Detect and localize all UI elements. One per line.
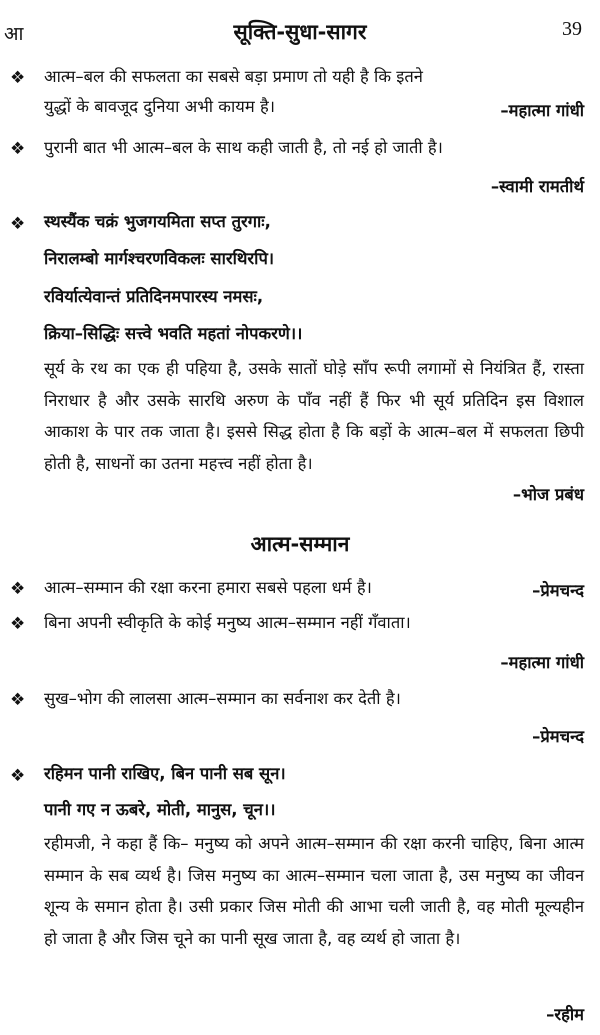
bullet-icon: ❖ xyxy=(10,766,26,786)
verse-3-line-4: क्रिया–सिद्धिः सत्त्वे भवति महतां नोपकरणे।। xyxy=(44,324,303,343)
quote-1-line-1: आत्म–बल की सफलता का सबसे बड़ा प्रमाण तो यही है कि इतने xyxy=(44,67,423,86)
bullet-icon: ❖ xyxy=(10,579,26,599)
book-title: सूक्ति-सुधा-सागर xyxy=(233,20,367,44)
doha-explanation: रहीमजी, ने कहा हैं कि– मनुष्य को अपने आत्म–सम्मान की रक्षा करनी चाहिए, बिना आत्म सम्मान के सब व्यर्थ है। जिस मनुष्य का आत्म–सम्मान चला जाता है, उस मनुष्य का जीवन शून्य के समान होता है। उसी प्रकार जिस मोती की आभा चली जाती है, वह मोती मूल्यहीन हो जाता है और जिस चूने का पानी सूख जाता है, वह व्यर्थ हो जाता है। xyxy=(44,834,584,948)
bullet-icon: ❖ xyxy=(10,139,26,159)
quote-6-line-1: सुख–भोग की लालसा आत्म–सम्मान का सर्वनाश कर देती है। xyxy=(44,689,401,708)
bullet-icon: ❖ xyxy=(10,690,26,710)
header-left-mark: आ xyxy=(4,23,24,45)
bullet-icon: ❖ xyxy=(10,68,26,88)
quote-7-author: –रहीम xyxy=(546,1005,584,1024)
quote-4-line-1: आत्म–सम्मान की रक्षा करना हमारा सबसे पहला धर्म है। xyxy=(44,578,372,597)
verse-3-line-3: रविर्यात्येवान्तं प्रतिदिनमपारस्य नमसः, xyxy=(44,287,264,306)
verse-3-line-1: स्थस्यैंक चक्रं भुजगयमिता सप्त तुरगाः, xyxy=(44,212,271,231)
quote-5-author: –महात्मा गांधी xyxy=(500,653,584,672)
bullet-icon: ❖ xyxy=(10,214,26,234)
bullet-icon: ❖ xyxy=(10,614,26,634)
quote-6-author: –प्रेमचन्द xyxy=(532,727,584,746)
verse-3-line-2: निरालम्बो मार्गश्चरणविकलः सारथिरपि। xyxy=(44,249,275,268)
quote-3-author: –भोज प्रबंध xyxy=(503,482,584,505)
verse-3-explanation: सूर्य के रथ का एक ही पहिया है, उसके सातों घोड़े साँप रूपी लगामों से नियंत्रित हैं, रास्ता निराधार है और उसके सारथि अरुण के पाँव नहीं हैं फिर भी सूर्य प्रतिदिन इस विशाल आकाश के पार तक जाता है। इससे सिद्ध होता है कि बड़ों के आत्म–बल में सफलता छिपी होती है, साधनों का उतना महत्त्व नहीं होता है। xyxy=(44,359,584,473)
quote-2-line-1: पुरानी बात भी आत्म–बल के साथ कही जाती है, तो नई हो जाती है। xyxy=(44,138,443,157)
quote-5-line-1: बिना अपनी स्वीकृति के कोई मनुष्य आत्म–सम्मान नहीं गँवाता। xyxy=(44,613,411,632)
quote-2-author: –स्वामी रामतीर्थ xyxy=(490,177,584,196)
page-number: 39 xyxy=(562,18,582,40)
quote-1-line-2: युद्धों के बावजूद दुनिया अभी कायम है। xyxy=(44,97,275,116)
page-header xyxy=(0,14,600,50)
quote-1-author: –महात्मा गांधी xyxy=(500,101,584,120)
doha-line-1: रहिमन पानी राखिए, बिन पानी सब सून। xyxy=(44,764,286,783)
doha-line-2: पानी गए न ऊबरे, मोती, मानुस, चून।। xyxy=(44,800,276,819)
quote-4-author: –प्रेमचन्द xyxy=(532,581,584,600)
section-heading: आत्म-सम्मान xyxy=(250,532,350,556)
